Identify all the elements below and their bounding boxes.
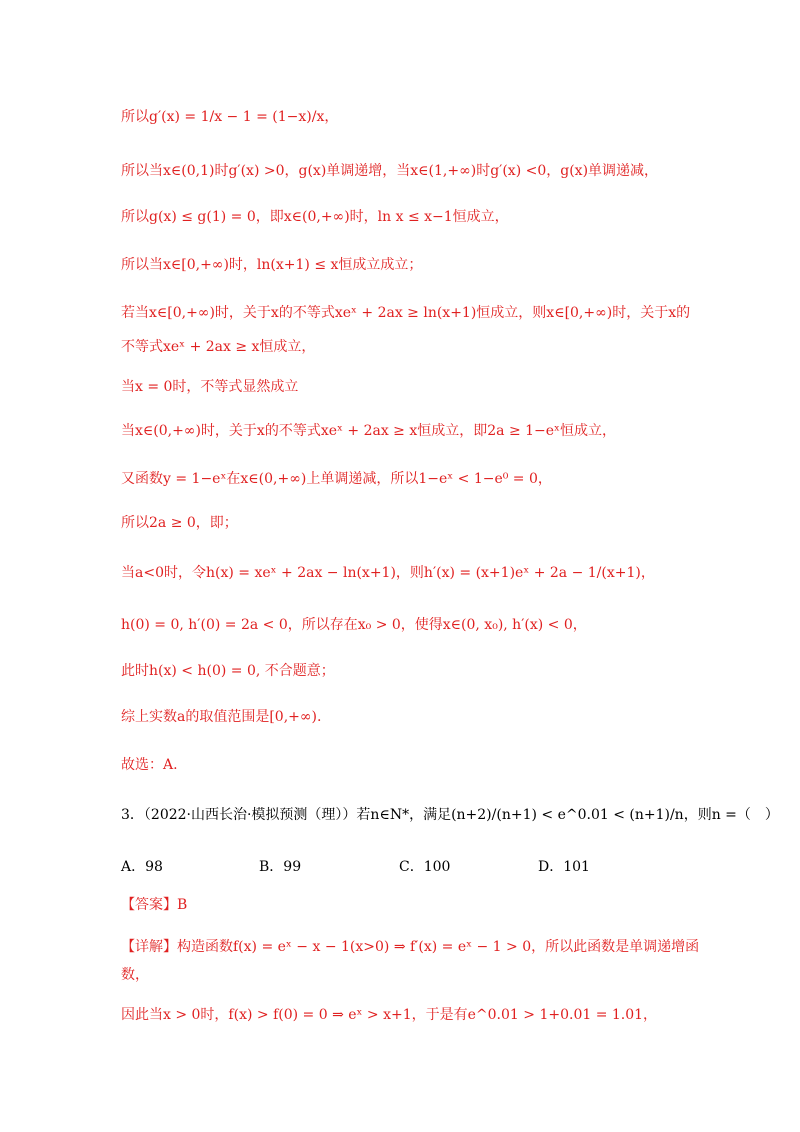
solution-line-8: 当x∈(0,+∞)时，关于x的不等式xeˣ + 2ax ≥ x恒成立，即2a ≥ 1−eˣ恒成立， bbox=[121, 423, 616, 439]
option-d: D．101 bbox=[538, 859, 590, 875]
solution-line-14: 综上实数a的取值范围是[0,+∞). bbox=[121, 709, 322, 725]
solution-line-11: 当a<0时，令h(x) = xeˣ + 2ax − ln(x+1)，则h′(x) = (x+1)eˣ + 2a − 1/(x+1)， bbox=[121, 565, 655, 581]
solution-line-3: 所以g(x) ≤ g(1) = 0，即x∈(0,+∞)时，ln x ≤ x−1恒成立， bbox=[121, 209, 509, 225]
detail-line-3: 因此当x > 0时，f(x) > f(0) = 0 ⇒ eˣ > x+1，于是有e^0.01 > 1+0.01 = 1.01， bbox=[121, 1007, 658, 1023]
solution-line-13: 此时h(x) < h(0) = 0, 不合题意； bbox=[121, 663, 335, 679]
detail-line-2: 数， bbox=[121, 967, 149, 983]
solution-line-1: 所以g′(x) = 1/x − 1 = (1−x)/x， bbox=[121, 109, 339, 125]
solution-line-12: h(0) = 0, h′(0) = 2a < 0，所以存在x₀ > 0，使得x∈(0, x₀), h′(x) < 0， bbox=[121, 617, 587, 633]
question-stem: 3．（2022·山西长治·模拟预测（理））若n∈N*，满足(n+2)/(n+1) < e^0.01 < (n+1)/n，则n =（ ） bbox=[121, 807, 779, 823]
solution-line-10: 所以2a ≥ 0，即； bbox=[121, 515, 238, 531]
option-a: A．98 bbox=[121, 859, 163, 875]
option-c: C．100 bbox=[399, 859, 451, 875]
solution-line-7: 当x = 0时，不等式显然成立 bbox=[121, 379, 299, 395]
solution-line-2: 所以当x∈(0,1)时g′(x) >0，g(x)单调递增，当x∈(1,+∞)时g′(x) <0，g(x)单调递减， bbox=[121, 163, 659, 179]
answer-line: 【答案】B bbox=[121, 897, 188, 913]
solution-line-6: 不等式xeˣ + 2ax ≥ x恒成立， bbox=[121, 339, 316, 355]
solution-line-4: 所以当x∈[0,+∞)时，ln(x+1) ≤ x恒成立成立； bbox=[121, 257, 423, 273]
solution-line-5: 若当x∈[0,+∞)时，关于x的不等式xeˣ + 2ax ≥ ln(x+1)恒成立，则x∈[0,+∞)时，关于x的 bbox=[121, 305, 691, 321]
solution-line-9: 又函数y = 1−eˣ在x∈(0,+∞)上单调递减，所以1−eˣ < 1−e⁰ = 0， bbox=[121, 471, 552, 487]
detail-line-1: 【详解】构造函数f(x) = eˣ − x − 1(x>0) ⇒ f′(x) = eˣ − 1 > 0，所以此函数是单调递增函 bbox=[121, 939, 700, 955]
solution-line-15: 故选：A. bbox=[121, 757, 178, 773]
option-b: B．99 bbox=[259, 859, 302, 875]
